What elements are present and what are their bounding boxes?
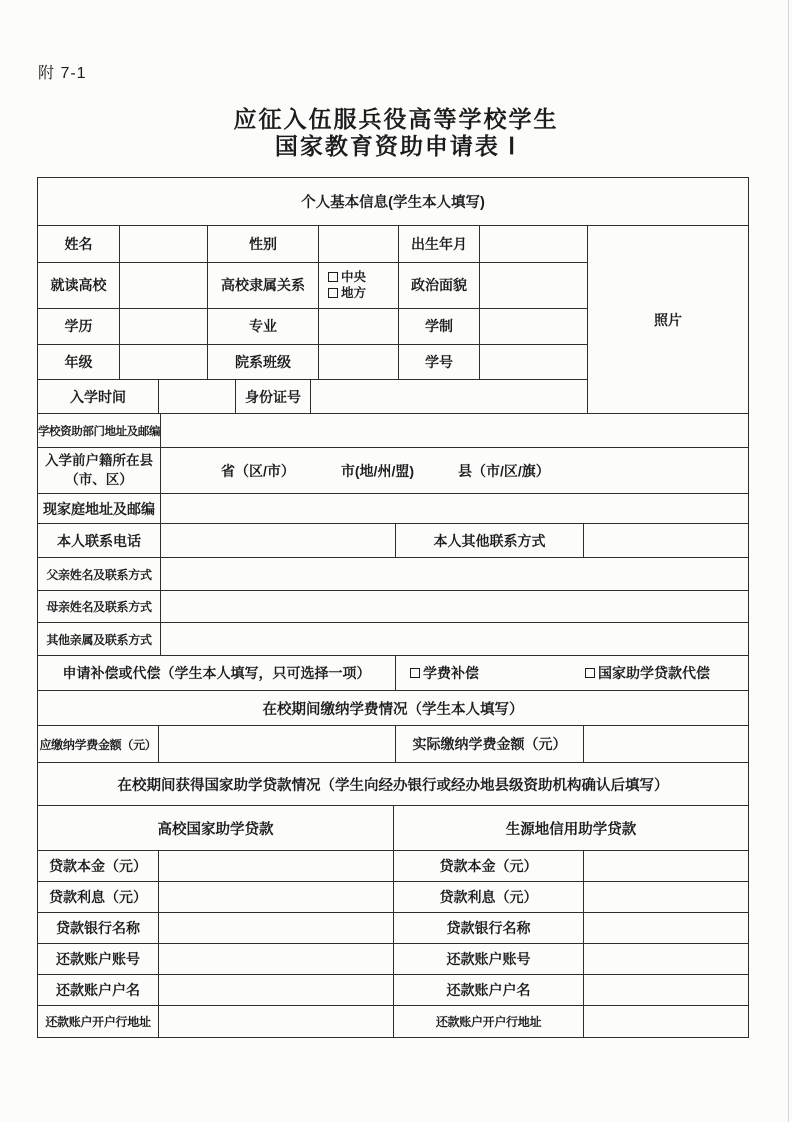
- loan-section-title: 在校期间获得国家助学贷款情况（学生向经办银行或经办地县级资助机构确认后填写）: [117, 777, 669, 794]
- dept-class-field[interactable]: [319, 345, 399, 379]
- phone-label: 本人联系电话: [38, 524, 161, 557]
- loan-compensation-option: [585, 663, 710, 683]
- campus-repay-bank-address-field[interactable]: [159, 1006, 394, 1037]
- schooling-field[interactable]: [480, 309, 588, 345]
- tuition-payable-field[interactable]: [159, 726, 396, 762]
- basic-info-section-title: 个人基本信息(学生本人填写): [301, 195, 485, 211]
- campus-loan-header: 高校国家助学贷款: [38, 806, 394, 850]
- college-field[interactable]: [120, 263, 208, 308]
- loan-compensation-label: 国家助学贷款代偿: [598, 665, 710, 681]
- school-aid-address-field[interactable]: [161, 414, 748, 447]
- student-id-label: 学号: [399, 345, 480, 379]
- row-repay-account-name: [38, 975, 748, 1006]
- row-loan-interest: [38, 882, 748, 913]
- central-option: [328, 271, 366, 284]
- form-title-line2: 国家教育资助申请表 Ⅰ: [274, 133, 518, 160]
- basic-info-grid: [38, 226, 588, 413]
- school-aid-address-label: 学校资助部门地址及邮编: [38, 414, 161, 447]
- central-checkbox[interactable]: [328, 272, 338, 282]
- campus-loan-principal-label: 贷款本金（元）: [38, 851, 159, 881]
- loan-type-header-row: [38, 806, 748, 851]
- other-contact-field[interactable]: [584, 524, 748, 557]
- application-table: [37, 177, 749, 1038]
- attachment-number: 附 7-1: [38, 65, 87, 82]
- name-field[interactable]: [120, 226, 208, 262]
- major-label: 专业: [208, 309, 319, 345]
- hukou-label-line2: （市、区）: [65, 471, 133, 487]
- central-checkbox-label: 中央: [341, 269, 367, 284]
- home-address-field[interactable]: [161, 494, 748, 523]
- row-degree: [38, 309, 588, 346]
- id-number-label: 身份证号: [236, 380, 311, 413]
- father-field[interactable]: [161, 558, 748, 590]
- campus-repay-account-name-label: 还款账户户名: [38, 975, 159, 1005]
- origin-repay-bank-address-label: 还款账户开户行地址: [394, 1006, 584, 1037]
- basic-info-block: [38, 226, 748, 414]
- father-label: 父亲姓名及联系方式: [38, 558, 161, 590]
- major-field[interactable]: [319, 309, 399, 345]
- relatives-field[interactable]: [161, 623, 748, 655]
- province-label: 省（区/市）: [221, 462, 295, 479]
- origin-loan-interest-field[interactable]: [584, 882, 748, 912]
- birth-date-field[interactable]: [480, 226, 588, 262]
- home-address-label: 现家庭地址及邮编: [38, 494, 161, 523]
- county-label: 县（市/区/旗）: [458, 462, 550, 479]
- origin-loan-header: 生源地信用助学贷款: [505, 821, 637, 838]
- tuition-section-header-row: [38, 691, 748, 726]
- origin-repay-account-name-field[interactable]: [584, 975, 748, 1005]
- row-repay-bank-address: [38, 1006, 748, 1037]
- loan-section-header-row: [38, 763, 748, 806]
- loan-compensation-checkbox[interactable]: [585, 668, 595, 678]
- id-number-field[interactable]: [311, 380, 588, 413]
- local-checkbox-label: 地方: [341, 286, 367, 301]
- tuition-compensation-option: [410, 663, 479, 683]
- origin-loan-principal-label: 贷款本金（元）: [394, 851, 584, 881]
- city-label: 市(地/州/盟): [340, 462, 414, 479]
- phone-field[interactable]: [161, 524, 396, 557]
- local-checkbox[interactable]: [328, 288, 338, 298]
- birth-date-label: 出生年月: [399, 226, 480, 262]
- tuition-section-title: 在校期间缴纳学费情况（学生本人填写）: [262, 701, 524, 718]
- row-compensation-choice: [38, 656, 748, 691]
- campus-loan-bank-label: 贷款银行名称: [38, 913, 159, 943]
- tuition-compensation-checkbox[interactable]: [410, 668, 420, 678]
- dept-class-label: 院系班级: [208, 345, 319, 379]
- origin-loan-bank-label: 贷款银行名称: [394, 913, 584, 943]
- hukou-label-line1: 入学前户籍所在县: [45, 452, 153, 468]
- mother-field[interactable]: [161, 591, 748, 622]
- row-home-address: [38, 494, 748, 524]
- row-mother: [38, 591, 748, 623]
- campus-loan-interest-field[interactable]: [159, 882, 394, 912]
- local-option: [328, 287, 366, 300]
- relatives-label: 其他亲属及联系方式: [38, 623, 161, 655]
- other-contact-label: 本人其他联系方式: [396, 524, 584, 557]
- origin-loan-bank-field[interactable]: [584, 913, 748, 943]
- hukou-label: [38, 448, 161, 493]
- row-hukou: [38, 448, 748, 494]
- enroll-time-field[interactable]: [159, 380, 236, 413]
- degree-field[interactable]: [120, 309, 208, 345]
- college-label: 就读高校: [38, 263, 120, 308]
- row-repay-account: [38, 944, 748, 975]
- politics-field[interactable]: [480, 263, 588, 308]
- campus-loan-principal-field[interactable]: [159, 851, 394, 881]
- tuition-paid-label: 实际缴纳学费金额（元）: [396, 726, 584, 762]
- origin-repay-bank-address-field[interactable]: [584, 1006, 748, 1037]
- row-relatives: [38, 623, 748, 656]
- degree-label: 学历: [38, 309, 120, 345]
- row-father: [38, 558, 748, 591]
- row-loan-principal: [38, 851, 748, 882]
- compensation-options: [396, 656, 748, 690]
- gender-label: 性别: [208, 226, 319, 262]
- row-name: [38, 226, 588, 263]
- row-school-aid-address: [38, 414, 748, 448]
- origin-repay-account-name-label: 还款账户户名: [394, 975, 584, 1005]
- gender-field[interactable]: [319, 226, 399, 262]
- row-enroll: [38, 380, 588, 413]
- enroll-time-label: 入学时间: [38, 380, 159, 413]
- politics-label: 政治面貌: [399, 263, 480, 308]
- schooling-label: 学制: [399, 309, 480, 345]
- row-phone: [38, 524, 748, 558]
- row-loan-bank: [38, 913, 748, 944]
- campus-loan-interest-label: 贷款利息（元）: [38, 882, 159, 912]
- photo-box[interactable]: [588, 226, 748, 413]
- tuition-compensation-label: 学费补偿: [423, 665, 479, 681]
- form-title-line1: 应征入伍服兵役高等学校学生: [233, 106, 559, 132]
- campus-repay-account-name-field[interactable]: [159, 975, 394, 1005]
- origin-loan-interest-label: 贷款利息（元）: [394, 882, 584, 912]
- campus-repay-account-field[interactable]: [159, 944, 394, 974]
- campus-loan-bank-field[interactable]: [159, 913, 394, 943]
- compensation-choice-label: 申请补偿或代偿（学生本人填写，只可选择一项）: [38, 656, 396, 690]
- name-label: 姓名: [38, 226, 120, 262]
- grade-label: 年级: [38, 345, 120, 379]
- origin-repay-account-label: 还款账户账号: [394, 944, 584, 974]
- basic-info-section-header-row: [38, 178, 748, 226]
- origin-loan-principal-field[interactable]: [584, 851, 748, 881]
- form-title: [0, 106, 792, 160]
- row-tuition-amounts: [38, 726, 748, 763]
- row-college: [38, 263, 588, 309]
- hukou-field[interactable]: [161, 448, 748, 493]
- origin-repay-account-field[interactable]: [584, 944, 748, 974]
- affiliation-label: 高校隶属关系: [208, 263, 319, 308]
- row-grade: [38, 345, 588, 380]
- student-id-field[interactable]: [480, 345, 588, 379]
- campus-repay-account-label: 还款账户账号: [38, 944, 159, 974]
- photo-label: 照片: [654, 311, 682, 328]
- tuition-paid-field[interactable]: [584, 726, 748, 762]
- campus-repay-bank-address-label: 还款账户开户行地址: [38, 1006, 159, 1037]
- tuition-payable-label: 应缴纳学费金额（元）: [38, 726, 159, 762]
- affiliation-field: [319, 263, 399, 308]
- grade-field[interactable]: [120, 345, 208, 379]
- mother-label: 母亲姓名及联系方式: [38, 591, 161, 622]
